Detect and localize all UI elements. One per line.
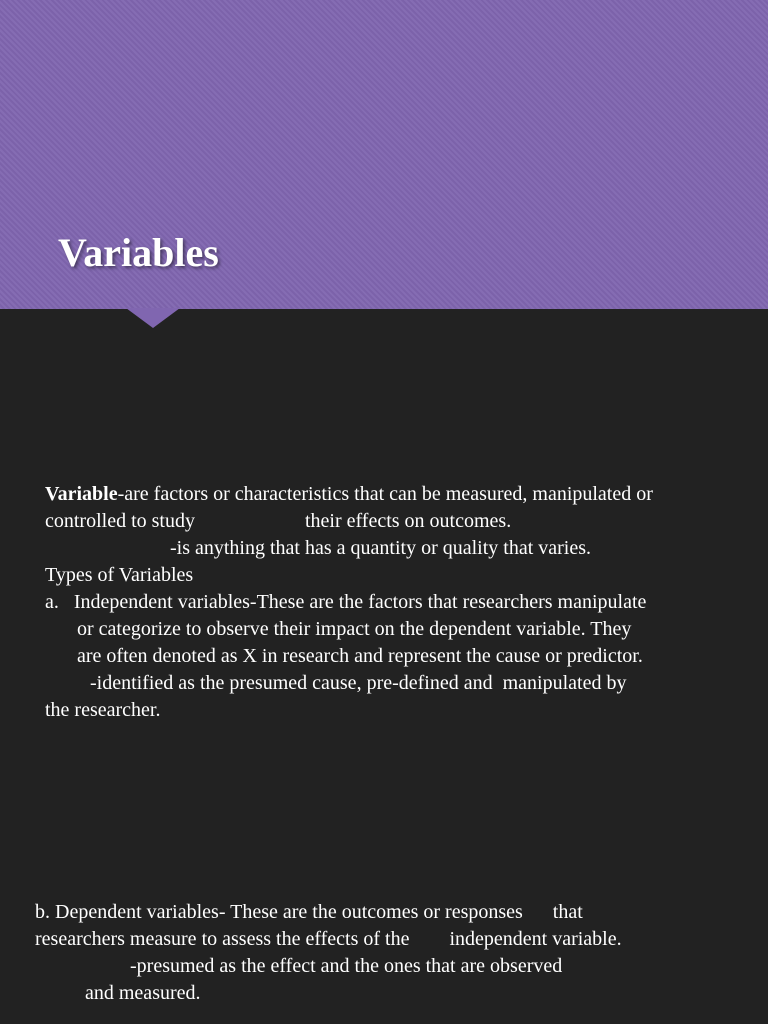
independent-line-2: [45, 616, 745, 643]
dependent-line-3: -presumed as the effect and the ones that are observed: [35, 955, 563, 977]
independent-line-4: -identified as the presumed cause, pre-defined and manipulated by: [45, 672, 627, 694]
independent-line-1: [45, 589, 745, 616]
dependent-block: [35, 899, 745, 1007]
dependent-line-4: and measured.: [35, 982, 201, 1004]
definition-term: Variable: [45, 483, 118, 505]
definition-line-2: controlled to study their effects on outcomes.: [45, 510, 512, 532]
list-marker-a: a.: [45, 591, 59, 613]
definition-line-1: [45, 481, 745, 508]
independent-line-3: [45, 643, 745, 670]
definition-text: -are factors or characteristics that can be measured, manipulated or: [117, 483, 653, 505]
dependent-line-1: b. Dependent variables- These are the outcomes or responses that: [35, 901, 583, 923]
banner-pointer: [126, 308, 180, 328]
independent-text-3: are often denoted as X in research and represent the cause or predictor.: [77, 645, 643, 667]
definition-block: [45, 481, 745, 724]
independent-line-5: the researcher.: [45, 699, 161, 721]
types-heading: Types of Variables: [45, 564, 194, 586]
slide-title: Variables: [58, 230, 219, 275]
dependent-line-2: researchers measure to assess the effects of the independent variable.: [35, 928, 622, 950]
independent-text-1: Independent variables-These are the factors that researchers manipulate: [73, 591, 647, 613]
independent-text-2: or categorize to observe their impact on the dependent variable. They: [77, 618, 632, 640]
definition-line-3: -is anything that has a quantity or quality that varies.: [45, 537, 592, 559]
